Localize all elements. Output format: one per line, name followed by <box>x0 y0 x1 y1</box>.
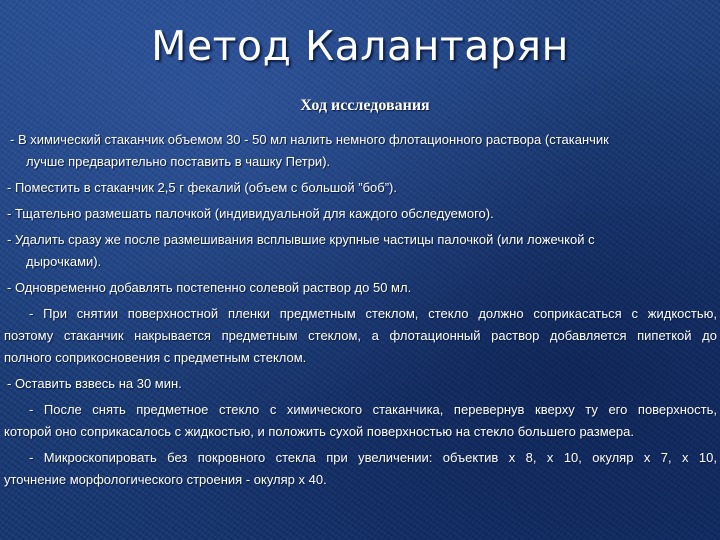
step-8 <box>4 399 717 443</box>
step-6 <box>4 303 717 369</box>
step-9-line-2: уточнение морфологического строения - окуляр х 40. <box>4 472 327 487</box>
step-7-line-1: - Оставить взвесь на 30 мин. <box>7 376 182 391</box>
step-8-line-2: которой оно соприкасалось с жидкостью, и положить сухой поверхностью на стекло большего размера. <box>4 424 634 439</box>
slide-subtitle: Ход исследования <box>300 97 430 114</box>
slide-title: Метод Калантарян <box>151 22 569 70</box>
step-1-line-2: лучше предварительно поставить в чашку Петри). <box>26 154 331 169</box>
step-2-line-1: - Поместить в стаканчик 2,5 г фекалий (объем с большой ”боб”). <box>7 180 397 195</box>
step-9 <box>4 447 717 491</box>
step-1-line-1: - В химический стаканчик объемом 30 - 50 мл налить немного флотационного раствора (стаканчик <box>10 132 609 147</box>
step-4-line-2: дырочками). <box>26 254 102 269</box>
step-7 <box>4 373 717 395</box>
procedure-steps <box>4 129 717 495</box>
step-6-line-2: поэтому стаканчик накрывается предметным стеклом, а флотационный раствор добавляется пипеткой до <box>4 328 717 343</box>
step-3-line-1: - Тщательно размешать палочкой (индивидуальной для каждого обследуемого). <box>7 206 494 221</box>
step-5 <box>4 277 717 299</box>
step-5-line-1: - Одновременно добавлять постепенно солевой раствор до 50 мл. <box>7 280 412 295</box>
step-6-line-3: полного соприкосновения с предметным стеклом. <box>4 350 307 365</box>
step-9-line-1: - Микроскопировать без покровного стекла при увеличении: объектив х 8, х 10, окуляр х 7, х 10, <box>29 450 717 465</box>
step-3 <box>4 203 717 225</box>
step-1 <box>4 129 717 173</box>
step-4 <box>4 229 717 273</box>
step-8-line-1: - После снять предметное стекло с химического стаканчика, перевернув кверху ту его поверхность, <box>29 402 717 417</box>
step-6-line-1: - При снятии поверхностной пленки предметным стеклом, стекло должно соприкасаться с жидкостью, <box>29 306 717 321</box>
step-2 <box>4 177 717 199</box>
step-4-line-1: - Удалить сразу же после размешивания всплывшие крупные частицы палочкой (или ложечкой с <box>7 232 595 247</box>
